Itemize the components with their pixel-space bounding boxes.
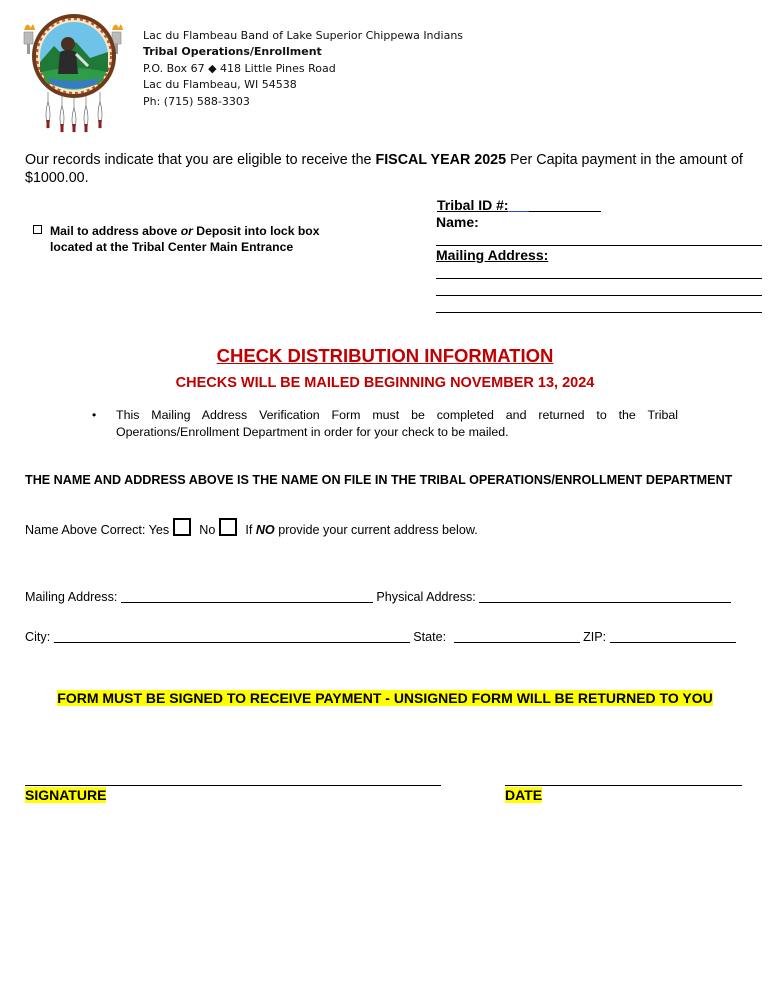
bullet-icon: • [92, 408, 97, 422]
diamond-icon: ◆ [208, 61, 217, 75]
tribal-id-blank[interactable] [529, 198, 601, 212]
address-line-2[interactable] [436, 295, 762, 296]
name-correct-question [25, 518, 478, 537]
name-on-file-notice: THE NAME AND ADDRESS ABOVE IS THE NAME ON FILE IN THE TRIBAL OPERATIONS/ENROLLMENT DEPARTMENT [25, 473, 733, 487]
mailing-street [143, 61, 463, 77]
date-label: DATE [505, 787, 543, 803]
feathers-icon [46, 92, 102, 132]
mailing-date-notice: CHECKS WILL BE MAILED BEGINNING NOVEMBER 13, 2024 [175, 375, 595, 391]
tribal-seal-logo [18, 12, 130, 134]
city-input[interactable] [54, 630, 410, 643]
delivery-line2: located at the Tribal Center Main Entrance [50, 239, 294, 254]
mailing-address-field [25, 590, 731, 604]
mailing-address-input[interactable] [121, 590, 373, 603]
yes-checkbox[interactable] [173, 518, 191, 536]
no-checkbox[interactable] [219, 518, 237, 536]
phone-number: Ph: (715) 588-3303 [143, 94, 250, 108]
eligibility-statement [25, 151, 755, 187]
signature-warning-text: FORM MUST BE SIGNED TO RECEIVE PAYMENT - UNSIGNED FORM WILL BE RETURNED TO YOU [57, 690, 713, 706]
zip-label: ZIP: [583, 630, 607, 644]
po-box: P.O. Box 67 [143, 61, 205, 75]
delivery-option [33, 224, 320, 255]
organization-header [143, 28, 463, 110]
if-no-label: NO [255, 523, 275, 537]
city-label: City: [25, 630, 51, 644]
if-label: If [245, 523, 256, 537]
tribal-id-field [437, 197, 601, 213]
address-line-1[interactable] [436, 278, 762, 279]
delivery-line1-b: Deposit into lock box [192, 224, 320, 238]
delivery-line1-a: Mail to address above [50, 224, 181, 238]
recipient-name-label: Name: [436, 214, 479, 230]
delivery-checkbox[interactable] [33, 225, 42, 234]
signature-warning [0, 690, 770, 706]
address-line-3[interactable] [436, 312, 762, 313]
department-name: Tribal Operations/Enrollment [143, 45, 322, 59]
no-label: No [199, 523, 216, 537]
recipient-mailing-address-label: Mailing Address: [436, 247, 549, 263]
instruction-line-2: Operations/Enrollment Department in order for your check to be mailed. [116, 424, 509, 439]
mailing-address-label: Mailing Address: [25, 590, 118, 604]
intro-pre: Our records indicate that you are eligible to receive the [25, 152, 376, 168]
tribal-id-link[interactable] [509, 198, 529, 212]
city-state-zip: Lac du Flambeau, WI 54538 [143, 78, 297, 92]
state-label: State: [413, 630, 447, 644]
org-name: Lac du Flambeau Band of Lake Superior Chippewa Indians [143, 29, 464, 42]
state-input[interactable] [454, 630, 580, 643]
physical-address-input[interactable] [479, 590, 731, 603]
delivery-or: or [180, 224, 193, 238]
name-line[interactable] [436, 245, 762, 246]
intro-post: Per Capita payment in the amount of $1000.00. [25, 152, 743, 186]
if-rest-label: provide your current address below. [274, 523, 478, 537]
city-state-zip-fields [25, 630, 736, 644]
signature-line[interactable] [25, 785, 441, 786]
street-address: 418 Little Pines Road [220, 61, 336, 75]
name-correct-label: Name Above Correct: Yes [25, 523, 170, 537]
fiscal-year: FISCAL YEAR 2025 [375, 152, 507, 168]
date-line[interactable] [505, 785, 742, 786]
tribal-id-label: Tribal ID #: [437, 197, 509, 213]
physical-address-label: Physical Address: [376, 590, 476, 604]
zip-input[interactable] [610, 630, 736, 643]
check-distribution-title: CHECK DISTRIBUTION INFORMATION [216, 345, 554, 366]
signature-label: SIGNATURE [25, 787, 107, 803]
instruction-line-1: This Mailing Address Verification Form must be completed and returned to the Tribal [116, 408, 678, 422]
